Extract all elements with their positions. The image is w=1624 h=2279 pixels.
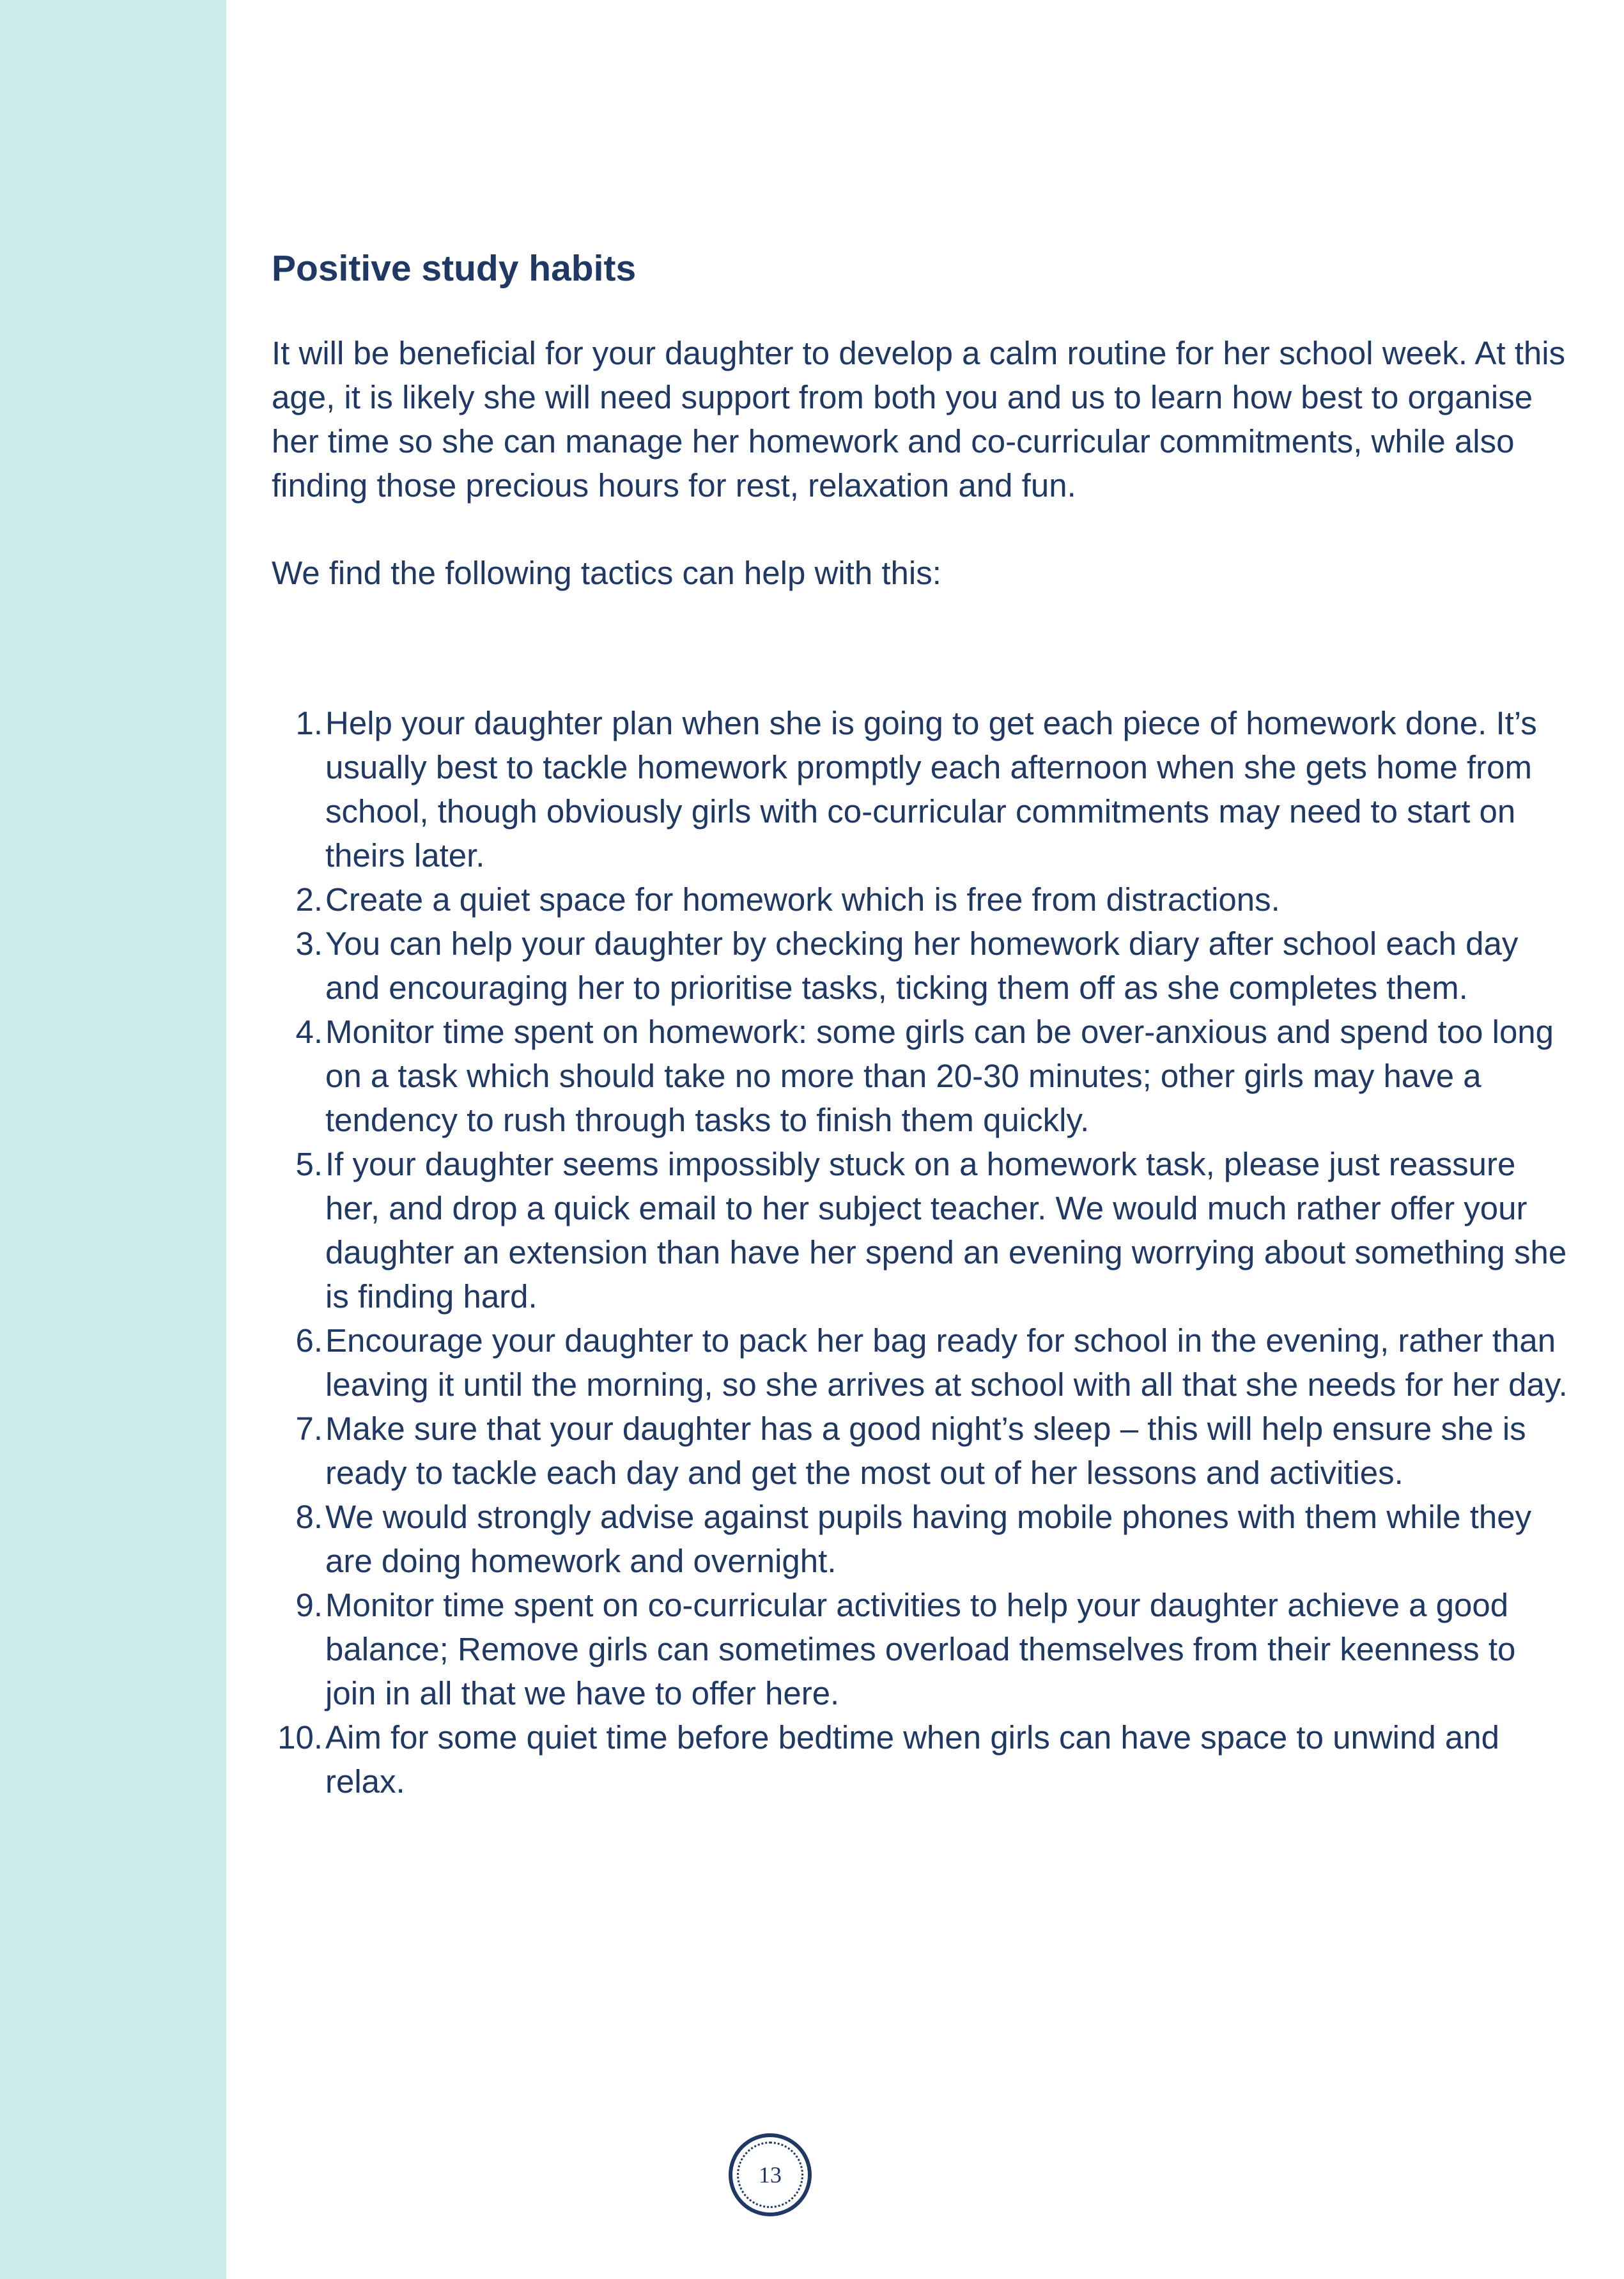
list-item-number: 6. bbox=[295, 1322, 323, 1359]
page-number: 13 bbox=[759, 2162, 782, 2188]
list-item bbox=[272, 1407, 1569, 1495]
list-item-number: 9. bbox=[295, 1587, 323, 1623]
list-item bbox=[272, 922, 1569, 1010]
list-item bbox=[272, 1715, 1569, 1804]
list-item-text: Encourage your daughter to pack her bag ready for school in the evening, rather than leaving it until the morning, so she arrives at school with all that she needs for her day. bbox=[325, 1322, 1568, 1403]
list-item bbox=[272, 1495, 1569, 1583]
list-item-number: 2. bbox=[295, 881, 323, 918]
list-item-text: Monitor time spent on homework: some girls can be over-anxious and spend too long on a task which should take no more than 20-30 minutes; other girls may have a tendency to rush through tasks to finish them quickly. bbox=[325, 1014, 1554, 1138]
list-item-number: 7. bbox=[295, 1410, 323, 1447]
list-item bbox=[272, 1142, 1569, 1318]
page-title: Positive study habits bbox=[272, 248, 637, 289]
list-item-number: 5. bbox=[295, 1146, 323, 1182]
list-item-text: We would strongly advise against pupils having mobile phones with them while they are doing homework and overnight. bbox=[325, 1499, 1532, 1579]
list-item bbox=[272, 1318, 1569, 1407]
list-item-text: Monitor time spent on co-curricular activities to help your daughter achieve a good balance; Remove girls can sometimes overload themselves from their keenness to join in all that we have to offer here. bbox=[325, 1587, 1516, 1711]
list-item-text: Aim for some quiet time before bedtime when girls can have space to unwind and relax. bbox=[325, 1719, 1499, 1800]
tactics-lead: We find the following tactics can help with this: bbox=[272, 555, 941, 591]
list-item bbox=[272, 701, 1569, 877]
list-item-number: 8. bbox=[295, 1499, 323, 1535]
tactics-list bbox=[272, 701, 1569, 1804]
list-item bbox=[272, 877, 1569, 922]
sidebar-band bbox=[0, 0, 226, 2279]
list-item-text: If your daughter seems impossibly stuck on a homework task, please just reassure her, and drop a quick email to her subject teacher. We would much rather offer your daughter an extension than have her spend an evening worrying about something she is finding hard. bbox=[325, 1146, 1567, 1315]
list-item-number: 10. bbox=[277, 1719, 323, 1756]
list-item-text: Make sure that your daughter has a good night’s sleep – this will help ensure she is ready to tackle each day and get the most out of her lessons and activities. bbox=[325, 1410, 1526, 1491]
list-item bbox=[272, 1010, 1569, 1142]
list-item bbox=[272, 1583, 1569, 1715]
list-item-number: 3. bbox=[295, 925, 323, 962]
list-item-text: Help your daughter plan when she is going to get each piece of homework done. It’s usually best to tackle homework promptly each afternoon when she gets home from school, though obviously girls with co-curricular commitments may need to start on theirs later. bbox=[325, 705, 1537, 874]
list-item-text: Create a quiet space for homework which is free from distractions. bbox=[325, 881, 1280, 918]
page-content bbox=[272, 243, 1569, 1804]
list-item-number: 4. bbox=[295, 1014, 323, 1050]
page-number-badge bbox=[729, 2133, 812, 2216]
list-item-text: You can help your daughter by checking her homework diary after school each day and encouraging her to prioritise tasks, ticking them off as she completes them. bbox=[325, 925, 1519, 1006]
intro-paragraph: It will be beneficial for your daughter to develop a calm routine for her school week. At this age, it is likely she will need support from both you and us to learn how best to organise her time so she can manage her homework and co-curricular commitments, while also finding those precious hours for rest, relaxation and fun. bbox=[272, 335, 1566, 504]
list-item-number: 1. bbox=[295, 705, 323, 741]
